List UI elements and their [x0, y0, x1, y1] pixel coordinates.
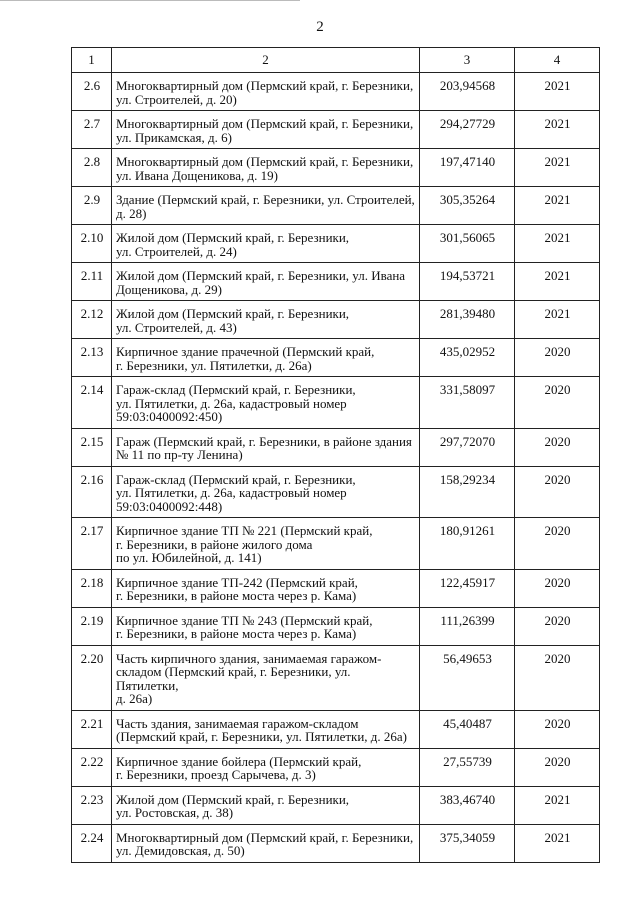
table-row	[72, 824, 600, 862]
row-number: 2.6	[72, 73, 112, 111]
row-year: 2020	[515, 748, 600, 786]
table-row	[72, 607, 600, 645]
row-number: 2.9	[72, 187, 112, 225]
row-description: Многоквартирный дом (Пермский край, г. Березники, ул. Прикамская, д. 6)	[112, 111, 420, 149]
row-value: 158,29234	[420, 466, 515, 518]
row-number: 2.10	[72, 225, 112, 263]
row-number: 2.20	[72, 645, 112, 710]
table-row	[72, 225, 600, 263]
table-row	[72, 301, 600, 339]
row-year: 2020	[515, 569, 600, 607]
table-row	[72, 645, 600, 710]
row-number: 2.24	[72, 824, 112, 862]
row-value: 281,39480	[420, 301, 515, 339]
table-row	[72, 377, 600, 429]
table-row	[72, 569, 600, 607]
row-value: 122,45917	[420, 569, 515, 607]
table-row	[72, 263, 600, 301]
row-year: 2020	[515, 607, 600, 645]
row-year: 2021	[515, 301, 600, 339]
column-header-1: 1	[72, 48, 112, 73]
row-number: 2.18	[72, 569, 112, 607]
page-number: 2	[316, 19, 324, 35]
column-header-2: 2	[112, 48, 420, 73]
row-description: Кирпичное здание прачечной (Пермский край, г. Березники, ул. Пятилетки, д. 26а)	[112, 339, 420, 377]
table-body	[72, 73, 600, 863]
row-value: 294,27729	[420, 111, 515, 149]
table-row	[72, 710, 600, 748]
top-rule	[0, 0, 300, 1]
table-row	[72, 518, 600, 570]
row-year: 2021	[515, 187, 600, 225]
row-value: 111,26399	[420, 607, 515, 645]
row-year: 2021	[515, 111, 600, 149]
row-description: Кирпичное здание ТП № 221 (Пермский край, г. Березники, в районе жилого дома по ул. Юбилейной, д. 141)	[112, 518, 420, 570]
header-row	[72, 48, 600, 73]
row-year: 2020	[515, 428, 600, 466]
row-value: 56,49653	[420, 645, 515, 710]
row-value: 203,94568	[420, 73, 515, 111]
row-value: 435,02952	[420, 339, 515, 377]
row-number: 2.23	[72, 786, 112, 824]
row-description: Часть здания, занимаемая гаражом-складом (Пермский край, г. Березники, ул. Пятилетки, д. 26а)	[112, 710, 420, 748]
row-number: 2.15	[72, 428, 112, 466]
row-value: 375,34059	[420, 824, 515, 862]
row-year: 2021	[515, 824, 600, 862]
row-value: 305,35264	[420, 187, 515, 225]
row-year: 2020	[515, 466, 600, 518]
row-year: 2020	[515, 518, 600, 570]
table-row	[72, 149, 600, 187]
table-row	[72, 786, 600, 824]
table-row	[72, 466, 600, 518]
row-number: 2.22	[72, 748, 112, 786]
row-year: 2020	[515, 645, 600, 710]
column-header-3: 3	[420, 48, 515, 73]
table-row	[72, 428, 600, 466]
row-value: 301,56065	[420, 225, 515, 263]
row-description: Часть кирпичного здания, занимаемая гаражом- складом (Пермский край, г. Березники, ул. Пятилетки, д. 26а)	[112, 645, 420, 710]
row-description: Многоквартирный дом (Пермский край, г. Березники, ул. Ивана Дощеникова, д. 19)	[112, 149, 420, 187]
table-row	[72, 339, 600, 377]
row-year: 2021	[515, 225, 600, 263]
row-number: 2.19	[72, 607, 112, 645]
row-number: 2.13	[72, 339, 112, 377]
row-value: 194,53721	[420, 263, 515, 301]
row-number: 2.12	[72, 301, 112, 339]
row-number: 2.8	[72, 149, 112, 187]
table-row	[72, 73, 600, 111]
table-row	[72, 748, 600, 786]
row-year: 2020	[515, 377, 600, 429]
row-value: 297,72070	[420, 428, 515, 466]
row-number: 2.11	[72, 263, 112, 301]
row-description: Кирпичное здание бойлера (Пермский край, г. Березники, проезд Сарычева, д. 3)	[112, 748, 420, 786]
row-description: Гараж-склад (Пермский край, г. Березники, ул. Пятилетки, д. 26а, кадастровый номер 59:03:0400092:450)	[112, 377, 420, 429]
row-description: Жилой дом (Пермский край, г. Березники, ул. Строителей, д. 24)	[112, 225, 420, 263]
property-table	[71, 47, 600, 863]
row-number: 2.14	[72, 377, 112, 429]
row-description: Гараж (Пермский край, г. Березники, в районе здания № 11 по пр-ту Ленина)	[112, 428, 420, 466]
row-year: 2021	[515, 263, 600, 301]
row-number: 2.17	[72, 518, 112, 570]
row-number: 2.7	[72, 111, 112, 149]
table-row	[72, 187, 600, 225]
column-header-4: 4	[515, 48, 600, 73]
row-value: 45,40487	[420, 710, 515, 748]
row-year: 2020	[515, 339, 600, 377]
row-year: 2021	[515, 149, 600, 187]
table-row	[72, 111, 600, 149]
row-value: 27,55739	[420, 748, 515, 786]
row-number: 2.16	[72, 466, 112, 518]
row-value: 197,47140	[420, 149, 515, 187]
row-year: 2021	[515, 786, 600, 824]
row-description: Кирпичное здание ТП-242 (Пермский край, г. Березники, в районе моста через р. Кама)	[112, 569, 420, 607]
row-description: Жилой дом (Пермский край, г. Березники, ул. Ростовская, д. 38)	[112, 786, 420, 824]
row-number: 2.21	[72, 710, 112, 748]
row-description: Кирпичное здание ТП № 243 (Пермский край, г. Березники, в районе моста через р. Кама)	[112, 607, 420, 645]
row-value: 383,46740	[420, 786, 515, 824]
row-year: 2021	[515, 73, 600, 111]
row-year: 2020	[515, 710, 600, 748]
row-description: Гараж-склад (Пермский край, г. Березники, ул. Пятилетки, д. 26а, кадастровый номер 59:03:0400092:448)	[112, 466, 420, 518]
row-description: Многоквартирный дом (Пермский край, г. Березники, ул. Демидовская, д. 50)	[112, 824, 420, 862]
row-value: 180,91261	[420, 518, 515, 570]
row-description: Многоквартирный дом (Пермский край, г. Березники, ул. Строителей, д. 20)	[112, 73, 420, 111]
row-description: Жилой дом (Пермский край, г. Березники, ул. Ивана Дощеникова, д. 29)	[112, 263, 420, 301]
row-value: 331,58097	[420, 377, 515, 429]
row-description: Здание (Пермский край, г. Березники, ул. Строителей, д. 28)	[112, 187, 420, 225]
row-description: Жилой дом (Пермский край, г. Березники, ул. Строителей, д. 43)	[112, 301, 420, 339]
